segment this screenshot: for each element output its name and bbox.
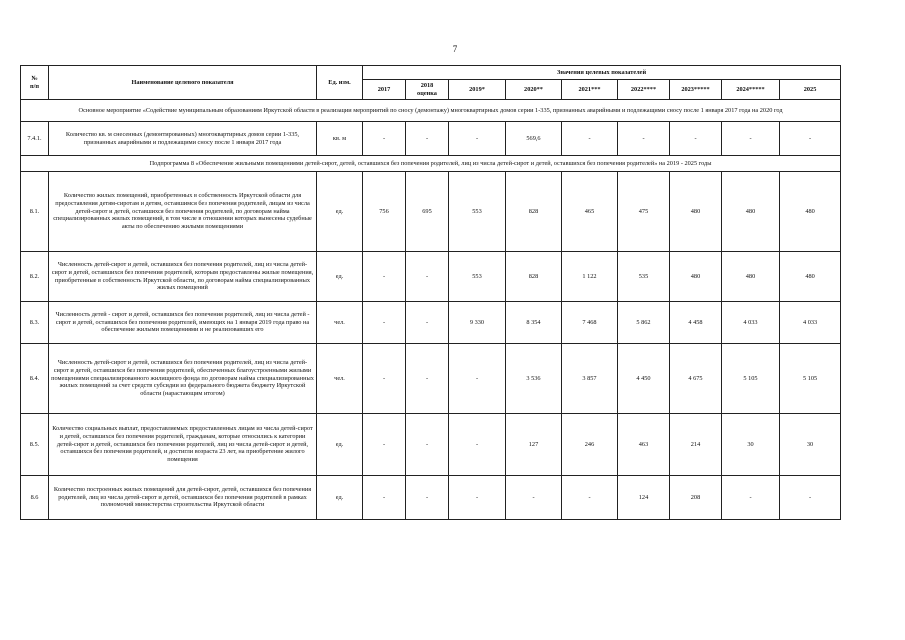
- indicator-value: 208: [670, 476, 722, 520]
- header-values: Значения целевых показателей: [363, 66, 841, 80]
- indicator-value: 3 857: [562, 344, 618, 414]
- header-name: Наименование целевого показателя: [49, 66, 317, 100]
- indicator-value: -: [406, 414, 449, 476]
- indicator-value: 214: [670, 414, 722, 476]
- indicator-unit: ед.: [317, 414, 363, 476]
- indicator-value: 480: [780, 172, 841, 252]
- indicator-value: 553: [449, 172, 506, 252]
- indicator-value: 828: [506, 252, 562, 302]
- table-row: [21, 344, 841, 414]
- indicator-unit: ед.: [317, 476, 363, 520]
- indicator-value: 7 468: [562, 302, 618, 344]
- indicator-value: 828: [506, 172, 562, 252]
- indicator-value: 4 033: [722, 302, 780, 344]
- indicator-unit: ед.: [317, 172, 363, 252]
- header-year: 2024*****: [722, 80, 780, 100]
- row-number: 8.5.: [21, 414, 49, 476]
- indicator-value: 535: [618, 252, 670, 302]
- indicator-value: 4 450: [618, 344, 670, 414]
- indicator-value: 4 675: [670, 344, 722, 414]
- indicator-value: 246: [562, 414, 618, 476]
- indicator-value: -: [406, 344, 449, 414]
- header-year: 2018 оценка: [406, 80, 449, 100]
- indicator-name: Количество построенных жилых помещений для детей-сирот, детей, оставшихся без попечения родителей, лиц из числа детей-сирот и детей, оставшихся без попечения родителей в рамках полномочий министерства строительства Иркутской области: [49, 476, 317, 520]
- indicator-value: -: [406, 122, 449, 156]
- row-number: 8.2.: [21, 252, 49, 302]
- indicator-value: -: [670, 122, 722, 156]
- table-row: [21, 252, 841, 302]
- indicator-unit: ед.: [317, 252, 363, 302]
- indicator-value: -: [363, 414, 406, 476]
- row-number: 8.3.: [21, 302, 49, 344]
- header-year: 2020**: [506, 80, 562, 100]
- indicator-value: 465: [562, 172, 618, 252]
- indicator-unit: чел.: [317, 344, 363, 414]
- indicator-value: -: [363, 344, 406, 414]
- indicator-value: 124: [618, 476, 670, 520]
- indicator-value: -: [562, 122, 618, 156]
- indicator-value: 8 354: [506, 302, 562, 344]
- header-unit: Ед. изм.: [317, 66, 363, 100]
- subprogram-title: Подпрограмма 8 «Обеспечение жильными помещениями детей-сирот, детей, оставшихся без попечения родителей, лиц из числа детей-сирот и детей, оставшихся без попечения родителей» на 2019 - 2025 годы: [21, 156, 841, 172]
- indicator-value: 30: [780, 414, 841, 476]
- indicator-name: Количество кв. м снесенных (демонтированных) многоквартирных домов серии 1-335, признанных аварийными и подлежащими сносу после 1 января 2017 года: [49, 122, 317, 156]
- indicator-name: Количество социальных выплат, предоставляемых предоставленных лицам из числа детей-сирот и детей, оставшихся без попечения родителей, гражданам, которые относились к категории детей-сирот и детей, оставшихся без попечения родителей, лиц из числа детей-сирот и детей, оставшихся без попечения родителей, и достигли возраста 23 лет, на приобретение жилого помещения: [49, 414, 317, 476]
- indicator-value: -: [722, 122, 780, 156]
- header-year: 2019*: [449, 80, 506, 100]
- indicator-value: 480: [670, 252, 722, 302]
- row-number: 7.4.1.: [21, 122, 49, 156]
- indicator-value: -: [449, 344, 506, 414]
- indicator-value: -: [406, 252, 449, 302]
- indicator-value: 480: [722, 172, 780, 252]
- header-year: 2017: [363, 80, 406, 100]
- table-row: [21, 476, 841, 520]
- header-year: 2025: [780, 80, 841, 100]
- indicator-value: 3 536: [506, 344, 562, 414]
- indicator-value: -: [722, 476, 780, 520]
- table-row: [21, 302, 841, 344]
- indicator-value: -: [363, 476, 406, 520]
- indicator-unit: кв. м: [317, 122, 363, 156]
- indicator-value: 695: [406, 172, 449, 252]
- table-row: [21, 414, 841, 476]
- indicator-value: 463: [618, 414, 670, 476]
- indicator-value: 569,6: [506, 122, 562, 156]
- row-number: 8.4.: [21, 344, 49, 414]
- header-year: 2021***: [562, 80, 618, 100]
- indicator-value: 4 033: [780, 302, 841, 344]
- indicator-value: -: [363, 302, 406, 344]
- main-event-row: [21, 100, 841, 122]
- indicator-value: -: [780, 122, 841, 156]
- indicator-name: Численность детей - сирот и детей, оставшихся без попечения родителей, лиц из числа детей - сирот и детей, оставшихся без попечения родителей, имеющих на 1 января 2019 года право на обеспечение жилыми помещениями и не реализовавших его: [49, 302, 317, 344]
- indicator-unit: чел.: [317, 302, 363, 344]
- subprogram-title-row: [21, 156, 841, 172]
- indicator-value: 756: [363, 172, 406, 252]
- main-event: Основное мероприятие «Содействие муниципальным образованиям Иркутской области в реализации мероприятий по сносу (демонтажу) многоквартирных домов серии 1-335, признанных аварийными и подлежащими сносу после 1 января 2017 года на 2020 год: [21, 100, 841, 122]
- indicator-value: 553: [449, 252, 506, 302]
- indicator-value: -: [618, 122, 670, 156]
- indicator-value: 5 862: [618, 302, 670, 344]
- indicator-value: -: [363, 252, 406, 302]
- indicator-value: 30: [722, 414, 780, 476]
- page-number: 7: [452, 44, 458, 54]
- row-number: 8.6: [21, 476, 49, 520]
- indicator-value: -: [449, 414, 506, 476]
- indicator-value: -: [449, 122, 506, 156]
- indicator-value: -: [562, 476, 618, 520]
- indicator-value: 480: [670, 172, 722, 252]
- indicator-value: -: [406, 302, 449, 344]
- header-year: 2022****: [618, 80, 670, 100]
- table-row: [21, 172, 841, 252]
- indicator-name: Численность детей-сирот и детей, оставшихся без попечения родителей, лиц из числа детей-сирот и детей, оставшихся без попечения родителей, которым предоставлены жилые помещения, приобретенные в собственность Иркутской области, по договорам найма специализированных жилых помещений: [49, 252, 317, 302]
- indicator-value: 5 105: [780, 344, 841, 414]
- indicators-table: [20, 65, 841, 520]
- indicator-name: Количество жилых помещений, приобретенных в собственность Иркутской области для предоставления детям-сиротам и детям, оставшимся без попечения родителей, лицам из числа детей-сирот и детей, оставшихся без попечения родителей, по договорам найма специализированных жилых помещений, в том числе в отношении которых вынесены судебные акты по обеспечению жилыми помещениями: [49, 172, 317, 252]
- header-year: 2023*****: [670, 80, 722, 100]
- indicator-value: -: [406, 476, 449, 520]
- indicator-name: Численность детей-сирот и детей, оставшихся без попечения родителей, лиц из числа детей-сирот и детей, оставшихся без попечения родителей, обеспеченных благоустроенными жилыми помещениями специализированного жилищного фонда по договорам найма специализированных жилых помещений за счет средств субсидии из федерального бюджета бюджету Иркутской области (нарастающим итогом): [49, 344, 317, 414]
- table-row: [21, 122, 841, 156]
- indicator-value: -: [363, 122, 406, 156]
- indicator-value: 475: [618, 172, 670, 252]
- indicator-value: 1 122: [562, 252, 618, 302]
- indicator-value: 127: [506, 414, 562, 476]
- indicator-value: 9 330: [449, 302, 506, 344]
- header-num: № п/п: [21, 66, 49, 100]
- indicator-value: 4 458: [670, 302, 722, 344]
- indicator-value: 5 105: [722, 344, 780, 414]
- indicator-value: -: [506, 476, 562, 520]
- indicator-value: -: [780, 476, 841, 520]
- indicator-value: 480: [780, 252, 841, 302]
- indicator-value: -: [449, 476, 506, 520]
- row-number: 8.1.: [21, 172, 49, 252]
- indicator-value: 480: [722, 252, 780, 302]
